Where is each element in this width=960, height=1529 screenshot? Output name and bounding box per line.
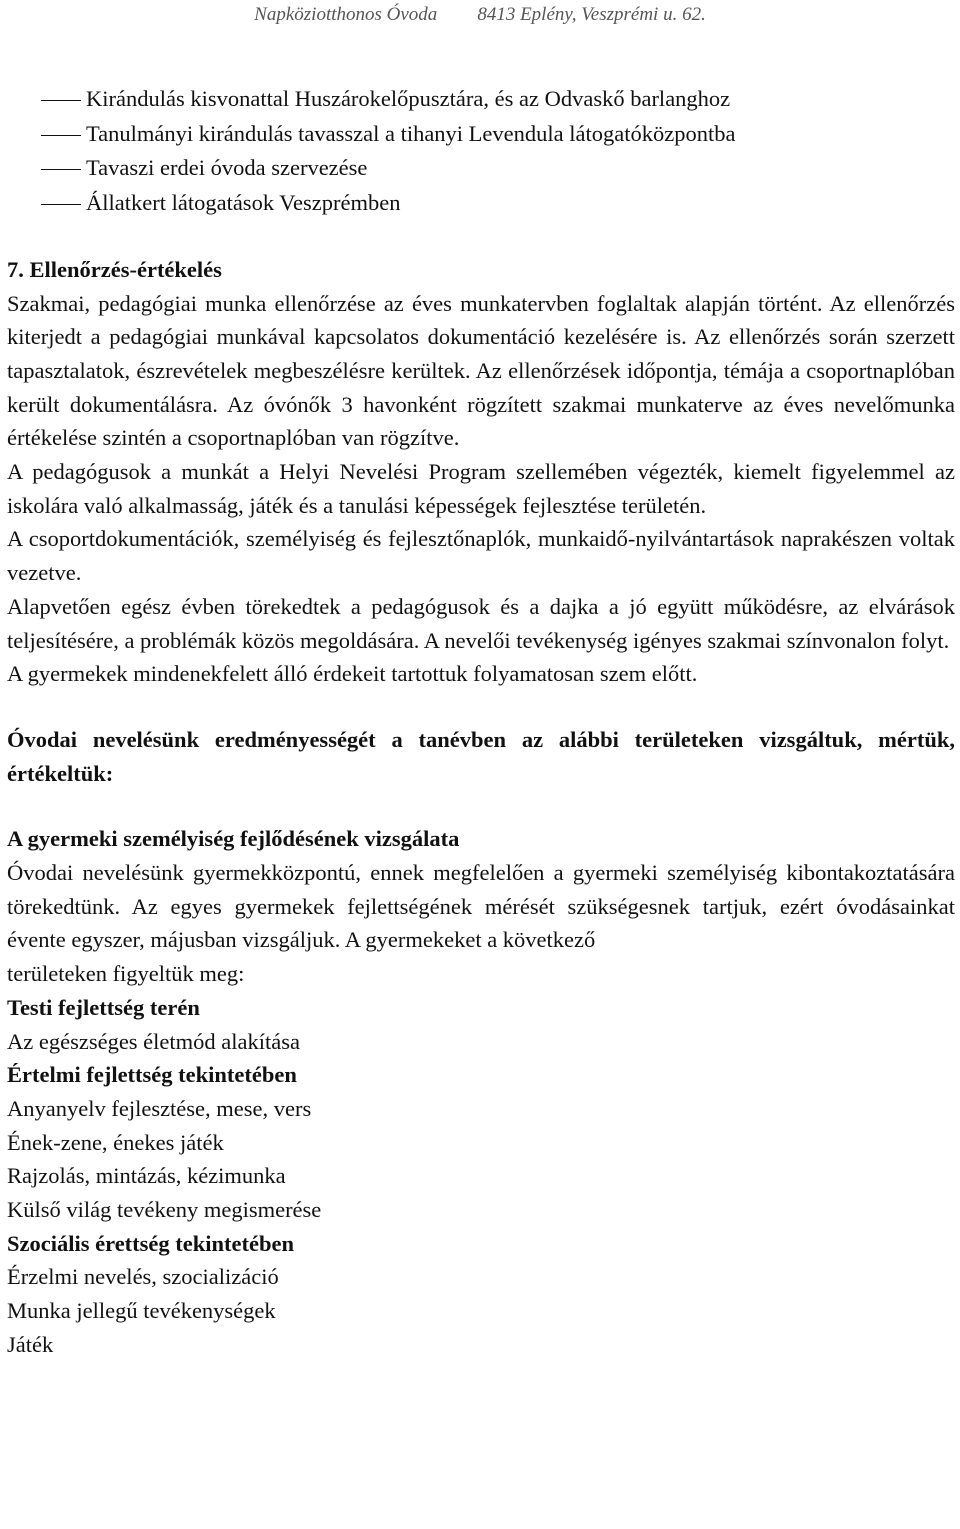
dash-bullet-icon — [41, 100, 81, 101]
section-7-paragraph-3: A csoportdokumentációk, személyiség és fejlesztőnaplók, munkaidő-nyilvántartások naprakészen voltak vezetve. — [7, 526, 955, 586]
results-subtitle: A gyermeki személyiség fejlődésének vizsgálata — [7, 826, 460, 852]
results-intro-end: területeken figyeltük meg: — [7, 961, 245, 987]
section-7-title: 7. Ellenőrzés-értékelés — [7, 257, 222, 282]
page-body — [7, 82, 955, 1362]
page-header — [0, 4, 960, 26]
list-item: Játék — [7, 1331, 54, 1357]
dash-bullet-icon — [41, 135, 81, 136]
list-item: Munka jellegű tevékenységek — [7, 1298, 276, 1324]
list-item: Az egészséges életmód alakítása — [7, 1028, 300, 1054]
group-heading-intellectual: Értelmi fejlettség tekintetében — [7, 1062, 297, 1088]
section-7-paragraph-4: Alapvetően egész évben törekedtek a pedagógusok és a dajka a jó együtt működésre, az elvárások teljesítésére, a problémák közös megoldására. A nevelői tevékenység igényes szakmai színvonalon folyt. — [7, 593, 955, 653]
section-7-paragraph-5: A gyermekek mindenekfelett álló érdekeit tartottuk folyamatosan szem előtt. — [7, 661, 698, 687]
section-7-paragraph-1: Szakmai, pedagógiai munka ellenőrzése az éves munkatervben foglaltak alapján történt. Az ellenőrzés kiterjedt a pedagógiai munkával kapcsolatos dokumentáció kezelésére is. Az ellenőrzés során szerzett tapasztalatok, észrevételek megbeszélésre kerültek. Az ellenőrzések időpontja, témája a csoportnaplóban került dokumentálásra. Az óvónők 3 havonként rögzített szakmai munkaterve az éves nevelőmunka értékelése szintén a csoportnaplóban van rögzítve. — [7, 290, 955, 451]
group-heading-social: Szociális érettség tekintetében — [7, 1230, 295, 1256]
list-item: Ének-zene, énekes játék — [7, 1129, 224, 1155]
list-item: Tavaszi erdei óvoda szervezése — [41, 151, 955, 186]
results-title: Óvodai nevelésünk eredményességét a tanévben az alábbi területeken vizsgáltuk, mértük, értékeltük: — [7, 726, 955, 786]
activity-list — [7, 82, 955, 220]
header-school: Napköziotthonos Óvoda — [254, 4, 438, 25]
results-intro: Óvodai nevelésünk gyermekközpontú, ennek megfelelően a gyermeki személyiség kibontakoztatására törekedtünk. Az egyes gyermekek fejlettségének mérését szükségesnek tartjuk, ezért óvodásainkat évente egyszer, májusban vizsgáljuk. A gyermekeket a következő — [7, 860, 955, 953]
list-item: Külső világ tevékeny megismerése — [7, 1197, 322, 1223]
list-item: Tanulmányi kirándulás tavasszal a tihanyi Levendula látogatóközpontba — [41, 117, 955, 152]
list-item: Anyanyelv fejlesztése, mese, vers — [7, 1095, 312, 1121]
group-heading-physical: Testi fejlettség terén — [7, 994, 200, 1020]
header-address: 8413 Eplény, Veszprémi u. 62. — [477, 4, 706, 25]
dash-bullet-icon — [41, 204, 81, 205]
section-7-paragraph-2: A pedagógusok a munkát a Helyi Nevelési Program szellemében végezték, kiemelt figyelemmel az iskolára való alkalmasság, játék és a tanulási képességek fejlesztése területén. — [7, 459, 955, 518]
dash-bullet-icon — [41, 169, 81, 170]
list-item: Rajzolás, mintázás, kézimunka — [7, 1163, 286, 1189]
list-item: Érzelmi nevelés, szocializáció — [7, 1264, 279, 1290]
list-item: Kirándulás kisvonattal Huszárokelőpusztára, és az Odvaskő barlanghoz — [41, 82, 955, 117]
list-item: Állatkert látogatások Veszprémben — [41, 186, 955, 221]
